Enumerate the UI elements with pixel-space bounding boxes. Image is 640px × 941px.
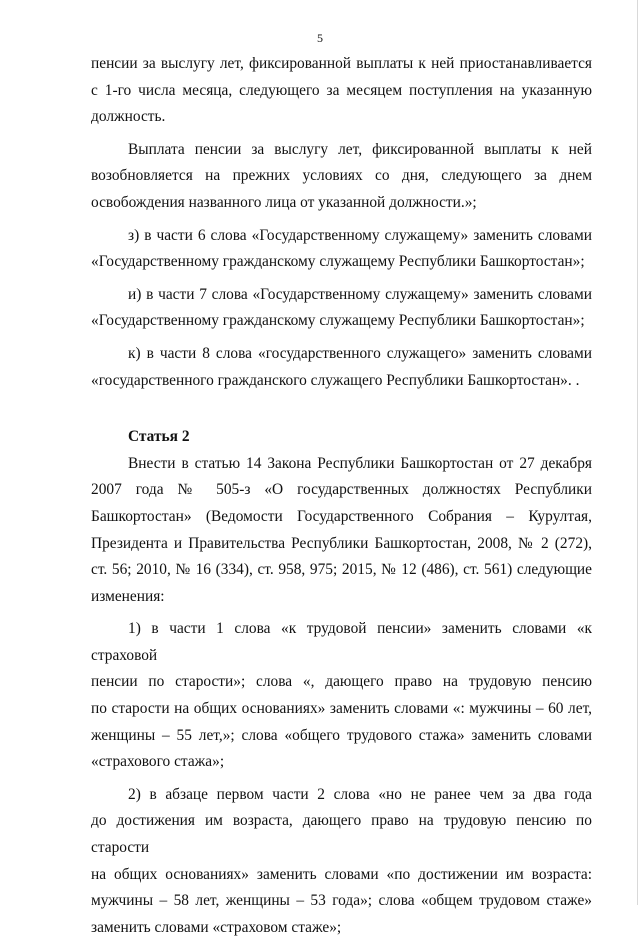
text-line: пенсии за выслугу лет, фиксированной выплаты к ней приостанавливается — [91, 55, 592, 72]
text-line: Башкортостан» (Ведомости Государственного Собрания – Курултая, — [91, 507, 592, 525]
text-line: «Государственному гражданскому служащему Республики Башкортостан»; — [91, 253, 585, 271]
text-line: женщины – 55 лет,»; слова «общего трудового стажа» заменить словами — [91, 726, 592, 744]
paragraph-item-2 — [91, 782, 592, 941]
text-line: 2) в абзаце первом части 2 слова «но не ранее чем за два года — [128, 785, 592, 803]
text-line: з) в части 6 слова «Государственному служащему» заменить словами — [128, 226, 592, 244]
paragraph-pension-suspension — [91, 51, 592, 131]
article-heading: Статья 2 — [128, 428, 190, 446]
text-line: заменить словами «страховом стаже»; — [91, 918, 342, 936]
text-line: возобновляется на прежних условиях со дня, следующего за днем — [91, 167, 592, 185]
text-line: Внести в статью 14 Закона Республики Башкортостан от 27 декабря — [128, 454, 592, 472]
text-line: 2007 года № 505-з «О государственных должностях Республики — [91, 481, 592, 499]
text-line: должность. — [91, 108, 166, 126]
text-line: «Государственному гражданскому служащему Республики Башкортостан»; — [91, 312, 585, 330]
text-line: ст. 56; 2010, № 16 (334), ст. 958, 975; 2015, № 12 (486), ст. 561) следующие — [91, 561, 592, 579]
text-line: на общих основаниях» заменить словами «по достижении им возраста: — [91, 865, 592, 883]
text-line: освобождения названного лица от указанной должности.»; — [91, 193, 477, 211]
text-line: «страхового стажа»; — [91, 753, 225, 771]
paragraph-item-z — [91, 223, 592, 276]
page-edge-shadow — [637, 0, 638, 905]
text-line: «государственного гражданского служащего Республики Башкортостан». . — [91, 371, 580, 389]
text-line: изменения: — [91, 587, 165, 605]
text-line: Выплата пенсии за выслугу лет, фиксированной выплаты к ней — [128, 140, 592, 158]
paragraph-pension-resumption — [91, 137, 592, 217]
text-line: к) в части 8 слова «государственного служащего» заменить словами — [128, 344, 592, 362]
text-line: 1) в части 1 слова «к трудовой пенсии» заменить словами «к страховой — [91, 620, 592, 664]
paragraph-item-1 — [91, 616, 592, 776]
text-line: и) в части 7 слова «Государственному служащему» заменить словами — [128, 285, 592, 303]
document-body — [91, 51, 592, 941]
text-line: Президента и Правительства Республики Башкортостан, 2008, № 2 (272), — [91, 534, 592, 552]
text-line: до достижения им возраста, дающего право на трудовую пенсию по старости — [91, 812, 592, 857]
text-line: с 1-го числа месяца, следующего за месяцем поступления на указанную — [91, 81, 592, 99]
page-number: 5 — [317, 31, 323, 45]
paragraph-item-k — [91, 341, 592, 394]
paragraph-article-2-intro — [91, 451, 592, 611]
text-line: по старости на общих основаниях» заменить словами «: мужчины – 60 лет, — [91, 700, 592, 718]
paragraph-item-i — [91, 282, 592, 335]
text-line: пенсии по старости»; слова «, дающего право на трудовую пенсию — [91, 673, 592, 691]
text-line: мужчины – 58 лет, женщины – 53 года»; слова «общем трудовом стаже» — [91, 892, 592, 910]
